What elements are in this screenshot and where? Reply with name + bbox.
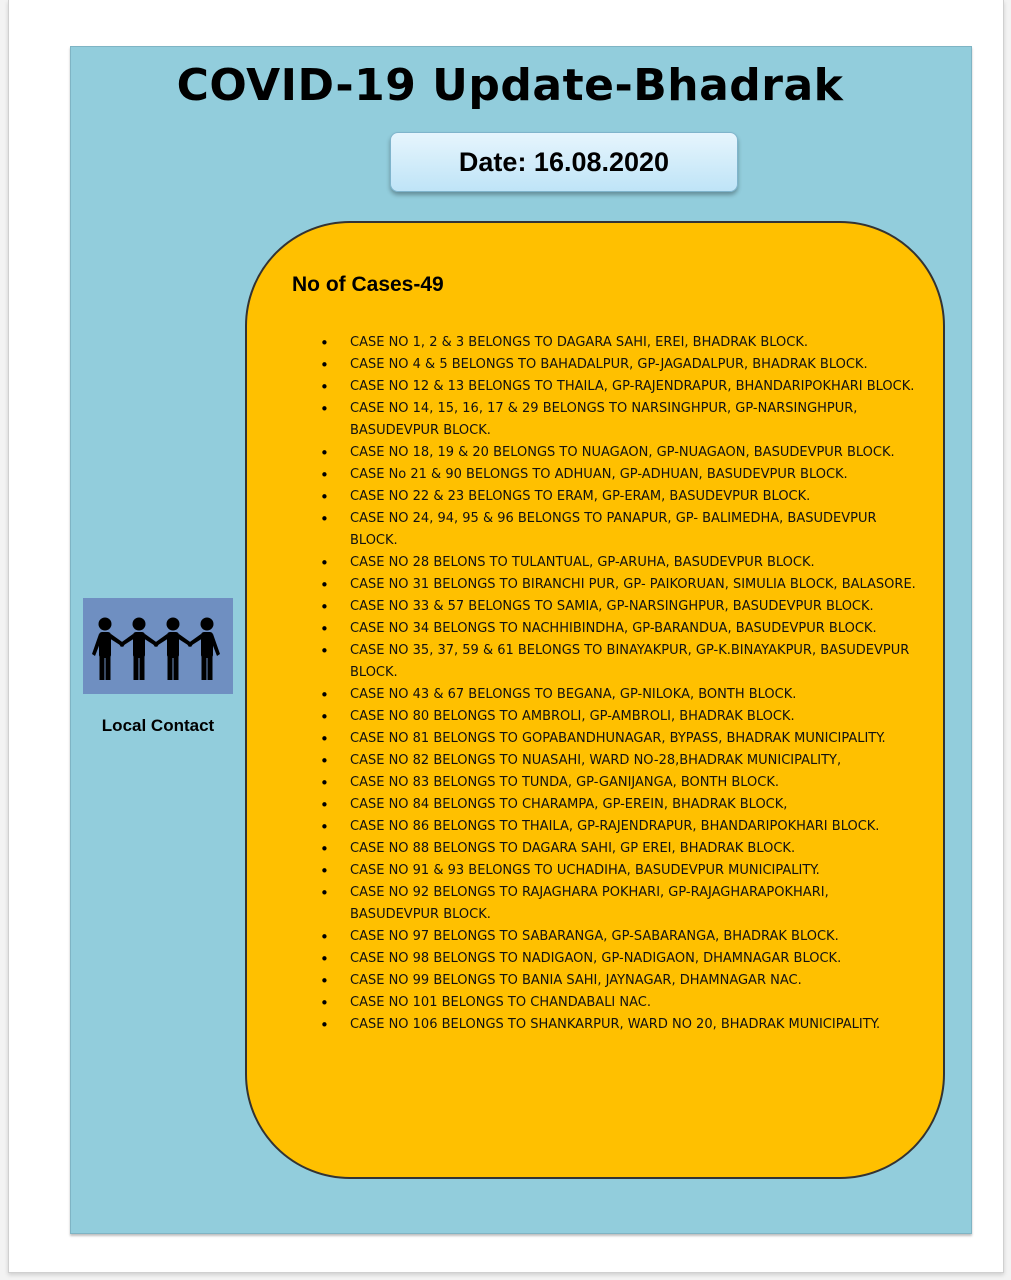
case-item: • CASE NO 88 BELONGS TO DAGARA SAHI, GP EREI, BHADRAK BLOCK. [320, 838, 920, 860]
case-item: • CASE NO 91 & 93 BELONGS TO UCHADIHA, BASUDEVPUR MUNICIPALITY. [320, 860, 920, 882]
page-title: COVID-19 Update-Bhadrak [176, 60, 844, 111]
case-item: • CASE NO 86 BELONGS TO THAILA, GP-RAJENDRAPUR, BHANDARIPOKHARI BLOCK. [320, 816, 920, 838]
case-item: • CASE NO 1, 2 & 3 BELONGS TO DAGARA SAHI, EREI, BHADRAK BLOCK. [320, 332, 920, 354]
case-item: • CASE NO 43 & 67 BELONGS TO BEGANA, GP-NILOKA, BONTH BLOCK. [320, 684, 920, 706]
case-item: • CASE NO 18, 19 & 20 BELONGS TO NUAGAON, GP-NUAGAON, BASUDEVPUR BLOCK. [320, 442, 920, 464]
case-item: • CASE NO 34 BELONGS TO NACHHIBINDHA, GP-BARANDUA, BASUDEVPUR BLOCK. [320, 618, 920, 640]
case-item: • CASE NO 33 & 57 BELONGS TO SAMIA, GP-NARSINGHPUR, BASUDEVPUR BLOCK. [320, 596, 920, 618]
case-item: • CASE NO 84 BELONGS TO CHARAMPA, GP-EREIN, BHADRAK BLOCK, [320, 794, 920, 816]
case-item: • CASE NO 22 & 23 BELONGS TO ERAM, GP-ERAM, BASUDEVPUR BLOCK. [320, 486, 920, 508]
case-item: • CASE NO 80 BELONGS TO AMBROLI, GP-AMBROLI, BHADRAK BLOCK. [320, 706, 920, 728]
case-item: • CASE NO 24, 94, 95 & 96 BELONGS TO PANAPUR, GP- BALIMEDHA, BASUDEVPUR BLOCK. [320, 508, 920, 552]
case-list [320, 332, 920, 1036]
case-item: • CASE NO 82 BELONGS TO NUASAHI, WARD NO-28,BHADRAK MUNICIPALITY, [320, 750, 920, 772]
cases-heading: No of Cases-49 [292, 273, 444, 296]
case-item: • CASE NO 92 BELONGS TO RAJAGHARA POKHARI, GP-RAJAGHARAPOKHARI, BASUDEVPUR BLOCK. [320, 882, 920, 926]
case-item: • CASE NO 101 BELONGS TO CHANDABALI NAC. [320, 992, 920, 1014]
date-label: Date: 16.08.2020 [458, 146, 670, 177]
case-item: • CASE NO 31 BELONGS TO BIRANCHI PUR, GP- PAIKORUAN, SIMULIA BLOCK, BALASORE. [320, 574, 920, 596]
case-item: • CASE No 21 & 90 BELONGS TO ADHUAN, GP-ADHUAN, BASUDEVPUR BLOCK. [320, 464, 920, 486]
case-item: • CASE NO 99 BELONGS TO BANIA SAHI, JAYNAGAR, DHAMNAGAR NAC. [320, 970, 920, 992]
case-item: • CASE NO 106 BELONGS TO SHANKARPUR, WARD NO 20, BHADRAK MUNICIPALITY. [320, 1014, 920, 1036]
people-holding-hands-icon [83, 598, 233, 694]
case-item: • CASE NO 35, 37, 59 & 61 BELONGS TO BINAYAKPUR, GP-K.BINAYAKPUR, BASUDEVPUR BLOCK. [320, 640, 920, 684]
case-item: • CASE NO 28 BELONS TO TULANTUAL, GP-ARUHA, BASUDEVPUR BLOCK. [320, 552, 920, 574]
case-item: • CASE NO 12 & 13 BELONGS TO THAILA, GP-RAJENDRAPUR, BHANDARIPOKHARI BLOCK. [320, 376, 920, 398]
case-item: • CASE NO 97 BELONGS TO SABARANGA, GP-SABARANGA, BHADRAK BLOCK. [320, 926, 920, 948]
date-box [390, 132, 738, 192]
case-item: • CASE NO 81 BELONGS TO GOPABANDHUNAGAR, BYPASS, BHADRAK MUNICIPALITY. [320, 728, 920, 750]
case-item: • CASE NO 83 BELONGS TO TUNDA, GP-GANIJANGA, BONTH BLOCK. [320, 772, 920, 794]
local-contact-picture [83, 598, 233, 694]
case-item: • CASE NO 4 & 5 BELONGS TO BAHADALPUR, GP-JAGADALPUR, BHADRAK BLOCK. [320, 354, 920, 376]
case-item: • CASE NO 14, 15, 16, 17 & 29 BELONGS TO NARSINGHPUR, GP-NARSINGHPUR, BASUDEVPUR BLOCK. [320, 398, 920, 442]
local-contact-label: Local Contact [101, 716, 215, 735]
case-item: • CASE NO 98 BELONGS TO NADIGAON, GP-NADIGAON, DHAMNAGAR BLOCK. [320, 948, 920, 970]
